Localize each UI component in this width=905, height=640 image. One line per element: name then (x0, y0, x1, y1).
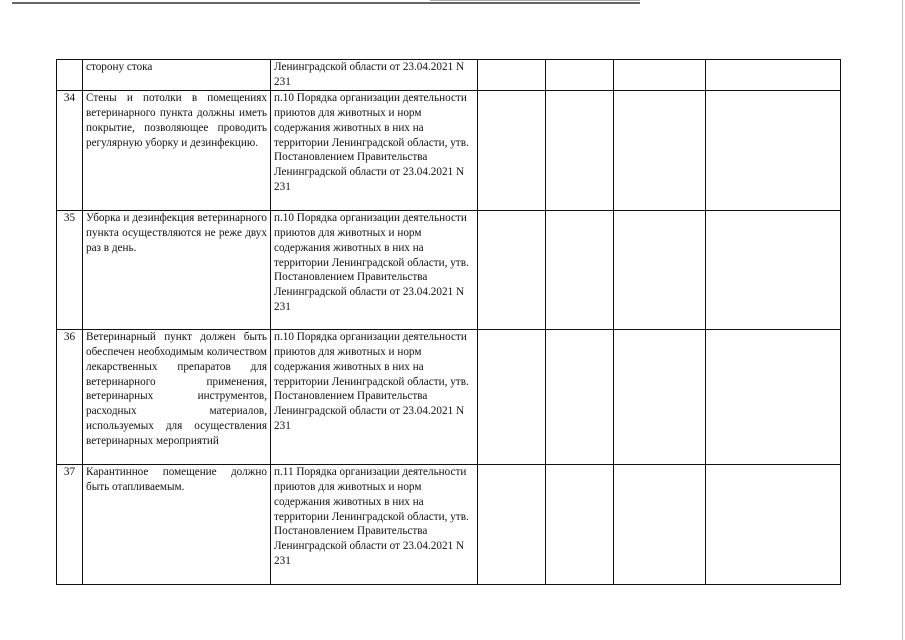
table-row (57, 464, 841, 584)
answer-yes-cell (478, 60, 546, 91)
answer-yes-cell (478, 329, 546, 464)
table-row (57, 60, 841, 91)
answer-yes-cell (478, 90, 546, 210)
note-cell (706, 329, 841, 464)
table-row (57, 90, 841, 210)
legal-reference-cell: п.10 Порядка организации деятельности приютов для животных и норм содержания животных в них на территории Ленинградской области, утв. Постановлением Правительства Ленинградской области от 23.04.2021 N 231 (271, 210, 478, 329)
legal-reference-cell: Ленинградской области от 23.04.2021 N 231 (271, 60, 478, 91)
top-scan-rule (12, 2, 640, 4)
row-number: 35 (57, 210, 83, 329)
answer-no-cell (546, 464, 614, 584)
answer-no-cell (546, 60, 614, 91)
row-number: 36 (57, 329, 83, 464)
note-cell (706, 210, 841, 329)
requirement-cell: Уборка и дезинфекция ветеринарного пункта осуществляются не реже двух раз в день. (83, 210, 271, 329)
table-row (57, 210, 841, 329)
requirement-cell: Карантинное помещение должно быть отапливаемым. (83, 464, 271, 584)
legal-reference-cell: п.10 Порядка организации деятельности приютов для животных и норм содержания животных в них на территории Ленинградской области, утв. Постановлением Правительства Ленинградской области от 23.04.2021 N 231 (271, 329, 478, 464)
row-number: 34 (57, 90, 83, 210)
answer-no-cell (546, 210, 614, 329)
legal-reference-cell: п.10 Порядка организации деятельности приютов для животных и норм содержания животных в них на территории Ленинградской области, утв. Постановлением Правительства Ленинградской области от 23.04.2021 N 231 (271, 90, 478, 210)
answer-yes-cell (478, 210, 546, 329)
top-scan-rule-faint (430, 0, 640, 1)
requirement-cell: Ветеринарный пункт должен быть обеспечен необходимым количеством лекарственных препаратов для ветеринарного применения, ветеринарных инструментов, расходных материалов, используемых для осуществления ветеринарных мероприятий (83, 329, 271, 464)
answer-not-applicable-cell (614, 90, 706, 210)
note-cell (706, 60, 841, 91)
requirement-cell: сторону стока (83, 60, 271, 91)
page-edge-line (902, 0, 903, 640)
answer-yes-cell (478, 464, 546, 584)
requirement-cell: Стены и потолки в помещениях ветеринарного пункта должны иметь покрытие, позволяющее проводить регулярную уборку и дезинфекцию. (83, 90, 271, 210)
answer-no-cell (546, 90, 614, 210)
answer-not-applicable-cell (614, 464, 706, 584)
answer-no-cell (546, 329, 614, 464)
legal-reference-cell: п.11 Порядка организации деятельности приютов для животных и норм содержания животных в них на территории Ленинградской области, утв. Постановлением Правительства Ленинградской области от 23.04.2021 N 231 (271, 464, 478, 584)
answer-not-applicable-cell (614, 329, 706, 464)
row-number (57, 60, 83, 91)
answer-not-applicable-cell (614, 210, 706, 329)
answer-not-applicable-cell (614, 60, 706, 91)
table-row (57, 329, 841, 464)
note-cell (706, 464, 841, 584)
row-number: 37 (57, 464, 83, 584)
checklist-table (56, 59, 841, 585)
note-cell (706, 90, 841, 210)
